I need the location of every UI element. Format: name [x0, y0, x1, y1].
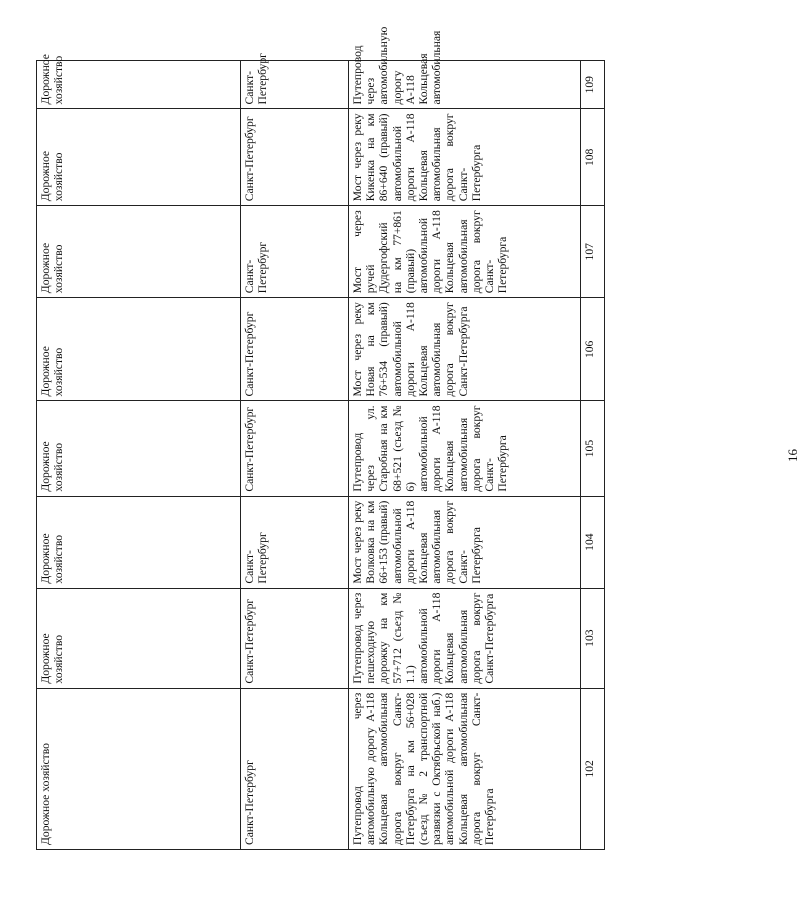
object-description: Мост через реку Новая на км 76+534 (правый) автомобильной дороги А-118 Кольцевая автомобильная дорога вокруг Санкт-Петербурга: [349, 298, 581, 401]
sector-cell: Дорожное хозяйство: [37, 496, 241, 588]
region-cell: Санкт-Петербург: [241, 688, 349, 849]
object-description: Мост через реку Волковка на км 66+153 (правый) автомобильной дороги А-118 Кольцевая автомобильная дорога вокруг Санкт-Петербурга: [349, 496, 581, 588]
rotated-table-sheet: [36, 26, 604, 850]
region-cell: Санкт-Петербург: [241, 61, 349, 109]
table-row: [349, 61, 581, 850]
sector-cell: Дорожное хозяйство: [37, 688, 241, 849]
row-number: 107: [581, 206, 605, 298]
object-description: Мост через реку Кикенка на км 86+640 (правый) автомобильной дороги А-118 Кольцевая автомобильная дорога вокруг Санкт-Петербурга: [349, 109, 581, 206]
object-description: Путепровод через ул. Старобная на км 68+521 (съезд № 6) автомобильной дороги А-118 Кольцевая автомобильная дорога вокруг Санкт-Петербурга: [349, 401, 581, 496]
region-cell: Санкт-Петербург: [241, 588, 349, 688]
row-number: 109: [581, 61, 605, 109]
row-number: 106: [581, 298, 605, 401]
table-row: [241, 61, 349, 850]
row-number: 108: [581, 109, 605, 206]
sector-cell: Дорожное хозяйство: [37, 298, 241, 401]
sector-cell: Дорожное хозяйство: [37, 588, 241, 688]
region-cell: Санкт-Петербург: [241, 401, 349, 496]
region-cell: Санкт-Петербург: [241, 109, 349, 206]
object-description: Мост через ручей Дудергофский на км 77+861 (правый) автомобильной дороги А-118 Кольцевая автомобильная дорога вокруг Санкт-Петербурга: [349, 206, 581, 298]
region-cell: Санкт-Петербург: [241, 206, 349, 298]
row-number: 103: [581, 588, 605, 688]
page-number: 16: [785, 449, 800, 462]
row-number: 104: [581, 496, 605, 588]
sector-cell: Дорожное хозяйство: [37, 61, 241, 109]
row-number: 105: [581, 401, 605, 496]
object-description: Путепровод через пешеходную дорожку на км 57+712 (съезд № 1.1) автомобильной дороги А-118 Кольцевая автомобильная дорога вокруг Санкт-Петербурга: [349, 588, 581, 688]
objects-table: [36, 26, 605, 850]
sector-cell: Дорожное хозяйство: [37, 109, 241, 206]
object-description: Путепровод через автомобильную дорогу А-118 Кольцевая автомобильная дорога вокруг Санкт-Петербурга на км 56+028 (съезд № 2 транспортной развязки с Октябрьской наб.) автомобильной дороги А-118 Кольцевая автомобильная дорога вокруг Санкт-Петербурга: [349, 688, 581, 849]
table-row: [37, 61, 241, 850]
table-row: [581, 61, 605, 850]
row-number: 102: [581, 688, 605, 849]
region-cell: Санкт-Петербург: [241, 298, 349, 401]
region-cell: Санкт-Петербург: [241, 496, 349, 588]
object-description: Путепровод через автомобильную дорогу А-118 Кольцевая автомобильная: [349, 61, 581, 109]
sector-cell: Дорожное хозяйство: [37, 206, 241, 298]
sector-cell: Дорожное хозяйство: [37, 401, 241, 496]
